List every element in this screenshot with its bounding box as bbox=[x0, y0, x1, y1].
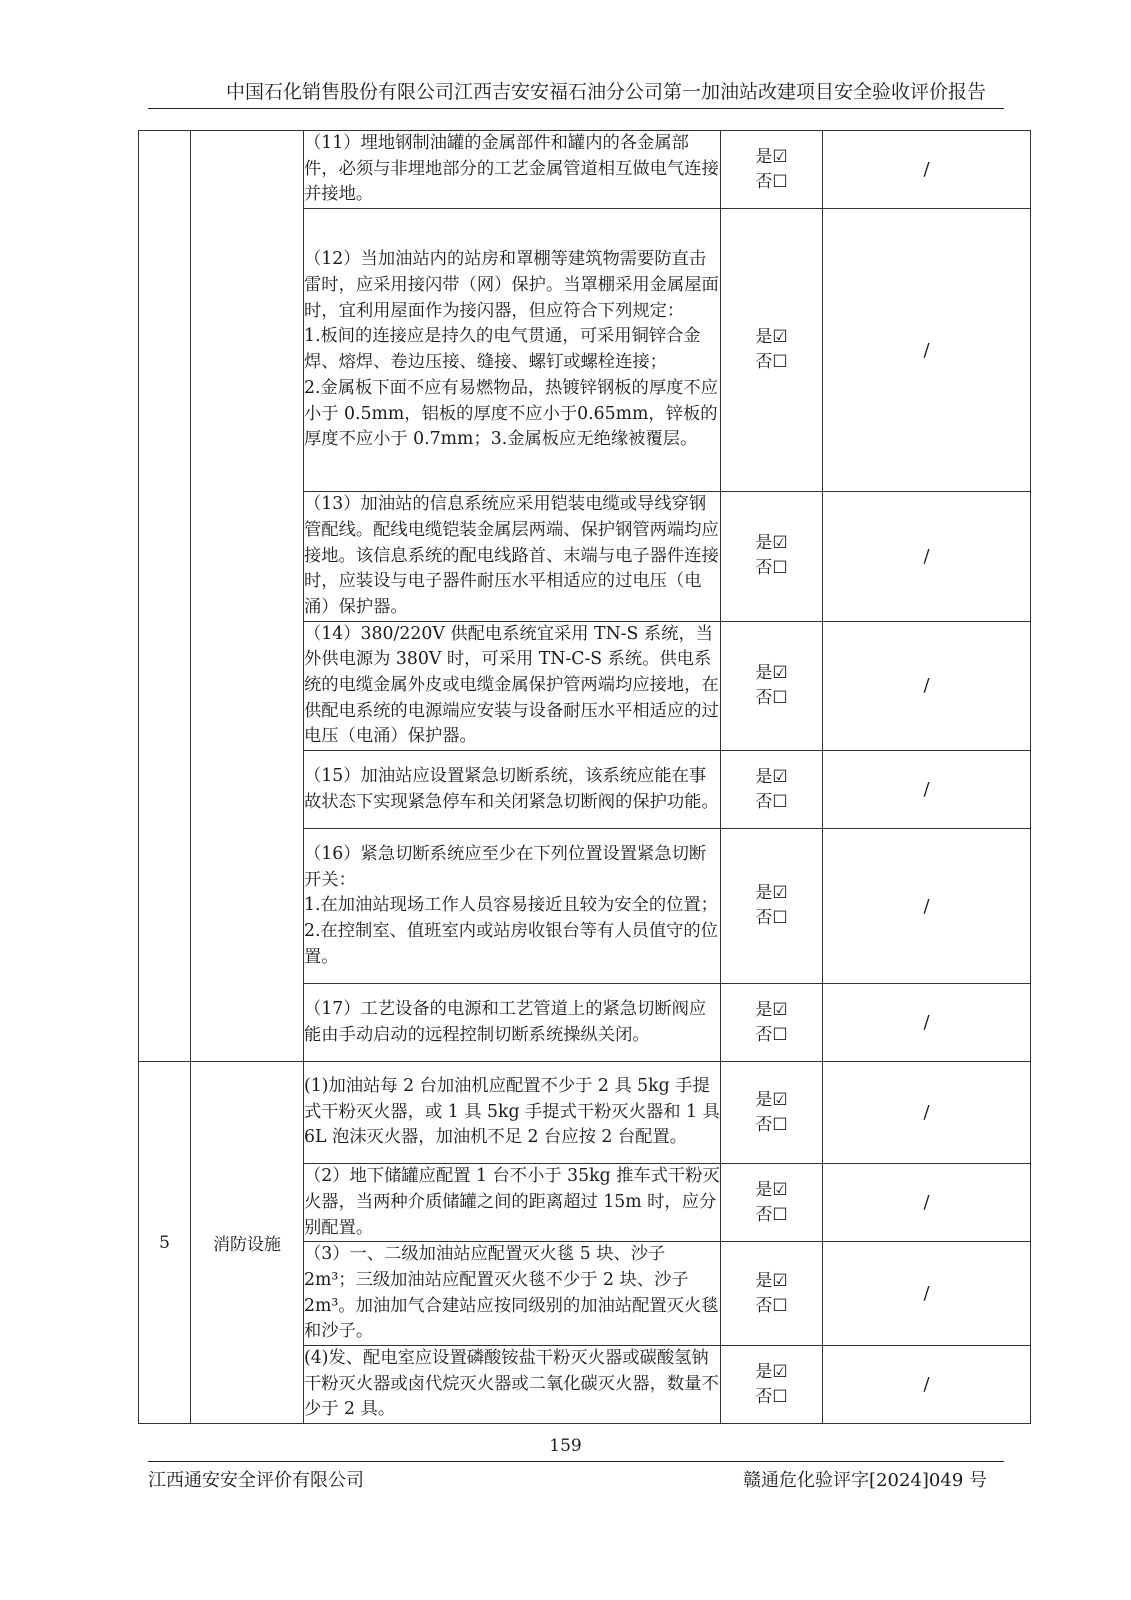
requirement-cell bbox=[304, 984, 721, 1062]
requirement-cell bbox=[304, 1062, 721, 1164]
unchecked-box-icon: ☐ bbox=[772, 908, 788, 929]
requirement-text: （13）加油站的信息系统应采用铠装电缆或导线穿钢管配线。配线电缆铠装金属层两端、保护钢管两端均应接地。该信息系统的配电线路首、末端与电子器件连接时，应装设与电子器件耐压水平相适应的过电压（电涌）保护器。 bbox=[304, 494, 719, 617]
yes-label: 是 bbox=[755, 1361, 773, 1382]
item-number-cell: 5 bbox=[139, 1062, 191, 1424]
requirement-text: 2.金属板下面不应有易燃物品，热镀锌钢板的厚度不应小于 0.5mm，铝板的厚度不应小于0.65mm，锌板的厚度不应小于 0.7mm；3.金属板应无绝缘被覆层。 bbox=[304, 377, 718, 450]
requirement-text: （15）加油站应设置紧急切断系统，该系统应能在事故状态下实现紧急停车和关闭紧急切断阀的保护功能。 bbox=[304, 765, 719, 812]
yes-option bbox=[721, 1178, 822, 1203]
requirement-text: （16）紧急切断系统应至少在下列位置设置紧急切断开关： bbox=[304, 843, 707, 890]
requirement-cell bbox=[304, 829, 721, 984]
remark-cell: / bbox=[823, 751, 1031, 829]
category-cell: 消防设施 bbox=[191, 1062, 304, 1424]
page-number: 159 bbox=[549, 1436, 582, 1456]
requirement-cell bbox=[304, 209, 721, 492]
requirement-cell bbox=[304, 621, 721, 751]
result-cell bbox=[721, 492, 823, 622]
remark-cell: / bbox=[823, 1062, 1031, 1164]
result-cell bbox=[721, 1346, 823, 1424]
requirement-cell bbox=[304, 1346, 721, 1424]
yes-option bbox=[721, 661, 822, 686]
table-row bbox=[139, 131, 1031, 209]
unchecked-box-icon: ☐ bbox=[772, 171, 788, 192]
requirement-text: (1)加油站每 2 台加油机应配置不少于 2 具 5kg 手提式干粉灭火器，或 1 具 5kg 手提式干粉灭火器和 1 具 6L 泡沫灭火器，加油机不足 2 台应按 2 台配置。 bbox=[304, 1076, 720, 1148]
result-cell bbox=[721, 209, 823, 492]
footer-company: 江西通安安全评价有限公司 bbox=[148, 1470, 364, 1491]
remark-cell: / bbox=[823, 984, 1031, 1062]
remark-cell: / bbox=[823, 829, 1031, 984]
requirement-text: （14）380/220V 供配电系统宜采用 TN-S 系统，当外供电源为 380V 时，可采用 TN-C-S 系统。供电系统的电缆金属外皮或电缆金属保护管两端均应接地，在供配电系统的电源端应安装与设备耐压水平相适应的过电压（电涌）保护器。 bbox=[304, 623, 719, 747]
remark-cell: / bbox=[823, 621, 1031, 751]
result-cell bbox=[721, 131, 823, 209]
no-option bbox=[721, 790, 822, 815]
yes-option bbox=[721, 1088, 822, 1113]
checked-box-icon: ☑ bbox=[772, 1270, 788, 1291]
no-label: 否 bbox=[755, 687, 773, 708]
no-option bbox=[721, 1113, 822, 1138]
page-header bbox=[148, 80, 1004, 109]
no-label: 否 bbox=[755, 171, 773, 192]
requirement-text: （3）一、二级加油站应配置灭火毯 5 块、沙子 2m³；三级加油站应配置灭火毯不少于 2 块、沙子 2m³。加油加气合建站应按同级别的加油站配置灭火毯和沙子。 bbox=[304, 1244, 719, 1342]
no-label: 否 bbox=[755, 791, 773, 812]
yes-option bbox=[721, 145, 822, 170]
result-cell bbox=[721, 1242, 823, 1346]
remark-cell: / bbox=[823, 492, 1031, 622]
yes-label: 是 bbox=[755, 1089, 773, 1110]
yes-label: 是 bbox=[755, 999, 773, 1020]
unchecked-box-icon: ☐ bbox=[772, 1295, 788, 1316]
checked-box-icon: ☑ bbox=[772, 146, 788, 167]
item-number-cell bbox=[139, 131, 191, 1062]
unchecked-box-icon: ☐ bbox=[772, 1024, 788, 1045]
requirement-cell bbox=[304, 492, 721, 622]
unchecked-box-icon: ☐ bbox=[772, 558, 788, 579]
no-label: 否 bbox=[755, 1295, 773, 1316]
unchecked-box-icon: ☐ bbox=[772, 1386, 788, 1407]
checked-box-icon: ☑ bbox=[772, 1179, 788, 1200]
no-option bbox=[721, 1385, 822, 1410]
report-title: 中国石化销售股份有限公司江西吉安安福石油分公司第一加油站改建项目安全验收评价报告 bbox=[225, 81, 986, 103]
requirement-text: （17）工艺设备的电源和工艺管道上的紧急切断阀应能由手动启动的远程控制切断系统操纵关闭。 bbox=[304, 998, 707, 1045]
remark-cell: / bbox=[823, 131, 1031, 209]
remark-cell: / bbox=[823, 1164, 1031, 1242]
requirement-text: 2.在控制室、值班室内或站房收银台等有人员值守的位置。 bbox=[304, 920, 718, 967]
requirement-text: 1.板间的连接应是持久的电气贯通，可采用铜锌合金焊、熔焊、卷边压接、缝接、螺钉或螺栓连接； bbox=[304, 326, 701, 373]
checked-box-icon: ☑ bbox=[772, 766, 788, 787]
remark-cell: / bbox=[823, 1346, 1031, 1424]
yes-label: 是 bbox=[755, 883, 773, 904]
yes-option bbox=[721, 1269, 822, 1294]
no-option bbox=[721, 170, 822, 195]
table-row bbox=[139, 1062, 1031, 1164]
footer-divider bbox=[148, 1461, 1004, 1462]
no-label: 否 bbox=[755, 352, 773, 373]
no-option bbox=[721, 906, 822, 931]
no-option bbox=[721, 1203, 822, 1228]
yes-label: 是 bbox=[755, 1270, 773, 1291]
requirement-text: （12）当加油站内的站房和罩棚等建筑物需要防直击雷时，应采用接闪带（网）保护。当罩棚采用金属屋面时，宜利用屋面作为接闪器，但应符合下列规定： bbox=[304, 249, 719, 321]
no-label: 否 bbox=[755, 908, 773, 929]
no-option bbox=[721, 1294, 822, 1319]
requirement-text: (4)发、配电室应设置磷酸铵盐干粉灭火器或碳酸氢钠干粉灭火器或卤代烷灭火器或二氧化碳灭火器，数量不少于 2 具。 bbox=[304, 1348, 719, 1420]
requirement-cell bbox=[304, 1164, 721, 1242]
requirement-text: 1.在加油站现场工作人员容易接近且较为安全的位置； bbox=[304, 895, 718, 916]
unchecked-box-icon: ☐ bbox=[772, 352, 788, 373]
checked-box-icon: ☑ bbox=[772, 533, 788, 554]
no-label: 否 bbox=[755, 558, 773, 579]
no-label: 否 bbox=[755, 1204, 773, 1225]
no-label: 否 bbox=[755, 1114, 773, 1135]
yes-option bbox=[721, 881, 822, 906]
result-cell bbox=[721, 751, 823, 829]
unchecked-box-icon: ☐ bbox=[772, 687, 788, 708]
unchecked-box-icon: ☐ bbox=[772, 791, 788, 812]
yes-option bbox=[721, 998, 822, 1023]
yes-option bbox=[721, 531, 822, 556]
yes-option bbox=[721, 325, 822, 350]
no-option bbox=[721, 686, 822, 711]
requirement-text: （2）地下储罐应配置 1 台不小于 35kg 推车式干粉灭火器，当两种介质储罐之间的距离超过 15m 时，应分别配置。 bbox=[304, 1166, 720, 1238]
checked-box-icon: ☑ bbox=[772, 1089, 788, 1110]
requirement-text: （11）埋地钢制油罐的金属部件和罐内的各金属部件，必须与非埋地部分的工艺金属管道相互做电气连接并接地。 bbox=[304, 133, 719, 205]
requirement-cell bbox=[304, 1242, 721, 1346]
unchecked-box-icon: ☐ bbox=[772, 1204, 788, 1225]
checked-box-icon: ☑ bbox=[772, 999, 788, 1020]
requirement-cell bbox=[304, 751, 721, 829]
checked-box-icon: ☑ bbox=[772, 1361, 788, 1382]
category-cell bbox=[191, 131, 304, 1062]
no-option bbox=[721, 350, 822, 375]
checklist-table bbox=[138, 130, 1031, 1424]
remark-cell: / bbox=[823, 1242, 1031, 1346]
yes-option bbox=[721, 1360, 822, 1385]
result-cell bbox=[721, 1164, 823, 1242]
yes-option bbox=[721, 765, 822, 790]
unchecked-box-icon: ☐ bbox=[772, 1114, 788, 1135]
yes-label: 是 bbox=[755, 766, 773, 787]
no-label: 否 bbox=[755, 1024, 773, 1045]
no-option bbox=[721, 1023, 822, 1048]
result-cell bbox=[721, 621, 823, 751]
no-option bbox=[721, 556, 822, 581]
yes-label: 是 bbox=[755, 662, 773, 683]
checked-box-icon: ☑ bbox=[772, 662, 788, 683]
checked-box-icon: ☑ bbox=[772, 327, 788, 348]
result-cell bbox=[721, 829, 823, 984]
requirement-cell bbox=[304, 131, 721, 209]
result-cell bbox=[721, 984, 823, 1062]
yes-label: 是 bbox=[755, 1179, 773, 1200]
remark-cell: / bbox=[823, 209, 1031, 492]
result-cell bbox=[721, 1062, 823, 1164]
yes-label: 是 bbox=[755, 327, 773, 348]
yes-label: 是 bbox=[755, 533, 773, 554]
checked-box-icon: ☑ bbox=[772, 883, 788, 904]
no-label: 否 bbox=[755, 1386, 773, 1407]
yes-label: 是 bbox=[755, 146, 773, 167]
footer-doc-number: 赣通危化验评字[2024]049 号 bbox=[743, 1470, 987, 1491]
